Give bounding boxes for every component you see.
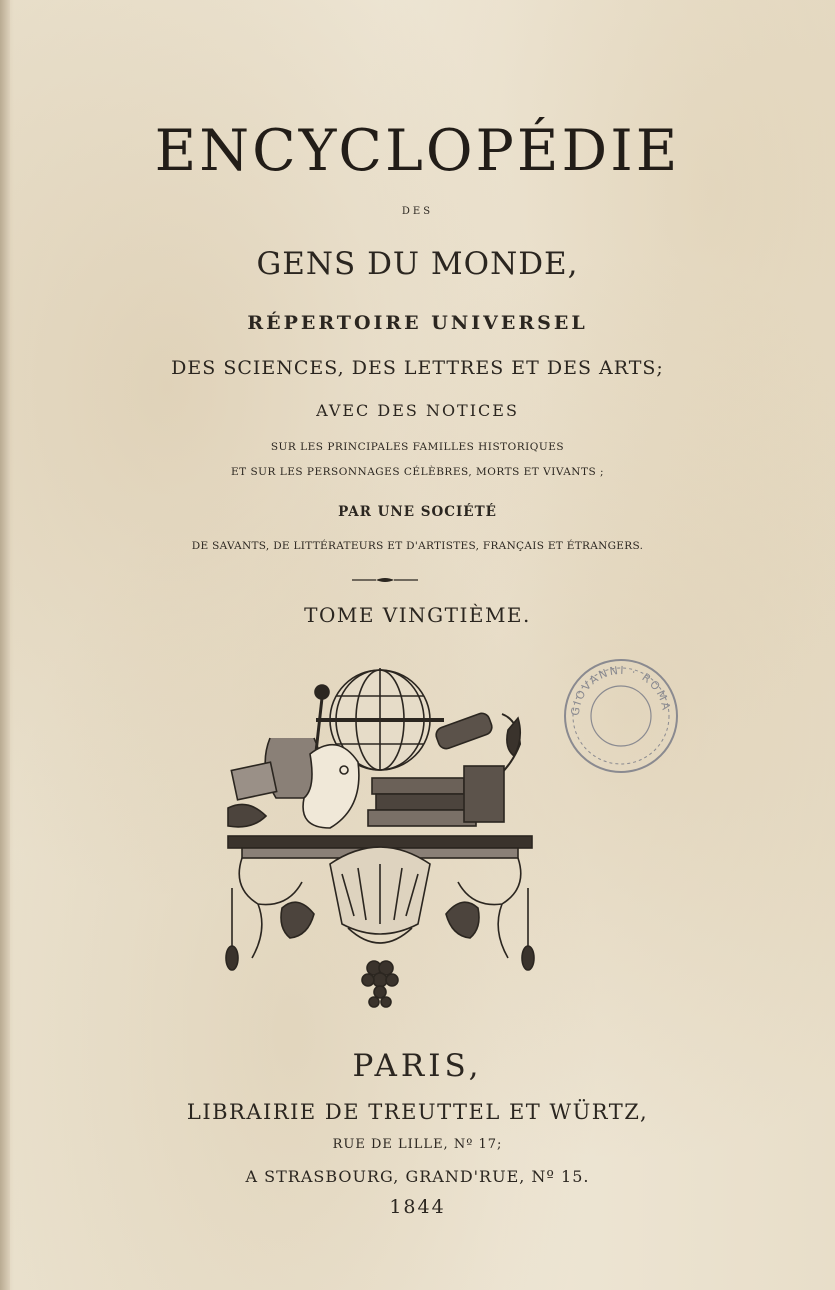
personages-line: ET SUR LES PERSONNAGES CÉLÈBRES, MORTS ET VIVANTS ; [230,466,605,478]
contributors-line: DE SAVANTS, DE LITTÉRATEURS ET D'ARTISTES, FRANÇAIS ET ÉTRANGERS. [191,540,644,552]
society-line: PAR UNE SOCIÉTÉ [338,504,497,520]
book-title: ENCYCLOPÉDIE [154,118,681,184]
repertoire-line: RÉPERTOIRE UNIVERSEL [247,312,588,334]
notices-line: AVEC DES NOTICES [316,401,519,420]
library-stamp [560,655,682,777]
imprint-address: RUE DE LILLE, Nº 17; [332,1137,503,1152]
engraved-vignette [218,658,542,1016]
svg-text:GIOVANNI · ROMA [569,664,673,717]
rule-divider [352,575,418,585]
volume-number: TOME VINGTIÈME. [304,603,531,627]
sciences-line: DES SCIENCES, DES LETTRES ET DES ARTS; [171,357,664,379]
imprint-city: PARIS, [352,1048,483,1084]
families-line: SUR LES PRINCIPALES FAMILLES HISTORIQUES [270,441,565,453]
imprint-strasbourg: A STRASBOURG, GRAND'RUE, Nº 15. [245,1167,590,1186]
binding-edge [0,0,10,1290]
title-connector: DES [401,206,434,217]
stamp-text: GIOVANNI · ROMA [568,663,673,717]
imprint-publisher: LIBRAIRIE DE TREUTTEL ET WÜRTZ, [186,1100,649,1124]
subtitle: GENS DU MONDE, [256,246,579,282]
imprint-year: 1844 [389,1196,446,1218]
